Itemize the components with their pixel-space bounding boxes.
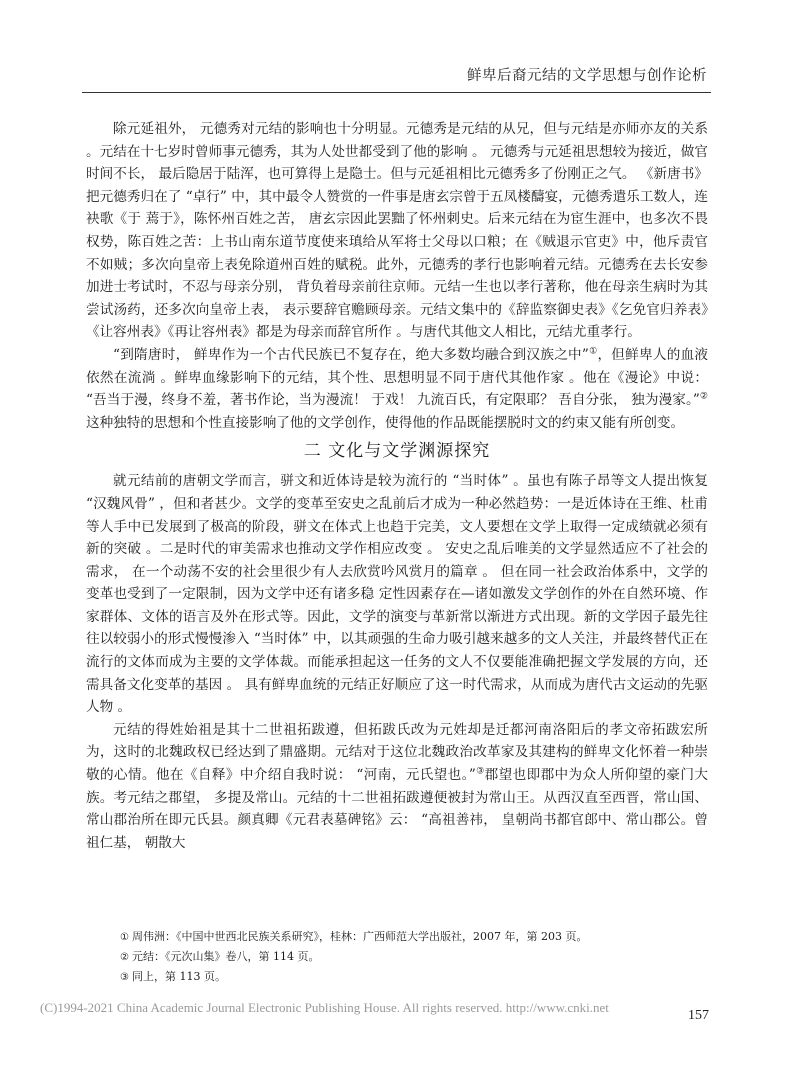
paragraph-yuan-dexiu: 除元延祖外， 元德秀对元结的影响也十分明显。元德秀是元结的从兄，但与元结是亦师亦友的关系 。元结在十七岁时曾师事元德秀，其为人处世都受到了他的影响 。 元德秀与元延祖思想较为接近，做官时间不长， 最后隐居于陆浑，也可算得上是隐士。但与元延祖相比元德秀多了份刚正之气。 《新唐书》 把元德秀归在了 “卓行” 中，其中最令人赞赏的一件事是唐玄宗曾于五凤楼醻宴，元德秀遣乐工数人，连袂歌《于 蔫于》，陈怀州百姓之苦， 唐玄宗因此罢黜了怀州刺史。后来元结在为宦生涯中，也多次不畏权势，陈百姓之苦：上书山南东道节度使来瑱给从军将士父母以口粮；在《贼退示官吏》中，他斥责官不如贼；多次向皇帝上表免除道州百姓的赋税。此外，元德秀的孝行也影响着元结。元德秀在去长安参加进士考试时，不忍与母亲分别， 背负着母亲前往京师。元结一生也以孝行著称，他在母亲生病时为其尝试汤药，还多次向皇帝上表， 表示要辞官赡顾母亲。元结文集中的《辞监察御史表》《乞免官归养表》《让容州表》《再让容州表》都是为母亲而辞官所作 。与唐代其他文人相比，元结尤重孝行。 (86, 121, 708, 341)
footnotes (120, 927, 700, 987)
page-number: 157 (688, 1008, 709, 1023)
footnote-item (120, 967, 700, 987)
footnote-mark: ② (120, 952, 129, 963)
paragraph-xianbei-blood (86, 344, 708, 434)
footnote-text: 周伟洲：《中国中世西北民族关系研究》，桂林：广西师范大学出版社，2007 年，第 203 页。 (131, 930, 588, 943)
footnote-text: 元结：《元次山集》卷八，第 114 页。 (131, 950, 320, 963)
footnote-item (120, 927, 700, 947)
paragraph-text: ，但鲜卑人的血液依然在流淌 。鲜卑血缘影响下的元结，其个性、思想明显不同于唐代其他作家 。他在《漫论》中说： “吾当于漫，终身不羞，著书作论，当为漫流！ 于戏！ 九流百氏，有定限耶？ 吾自分张， 独为漫家。” (86, 346, 709, 409)
footnote-text: 同上，第 113 页。 (131, 970, 226, 983)
footnote-ref-2[interactable]: ② (699, 391, 708, 402)
paragraph-literary-change: 就元结前的唐朝文学而言，骈文和近体诗是较为流行的 “当时体” 。虽也有陈子昂等文人提出恢复 “汉魏风骨” ，但和者甚少。文学的变革至安史之乱前后才成为一种必然趋势：一是近体诗在王维、杜甫等人手中已发展到了极高的阶段，骈文在体式上也趋于完美，文人要想在文学上取得一定成绩就必须有新的突破 。二是时代的审美需求也推动文学作相应改变 。 安史之乱后唯美的文学显然适应不了社会的需求， 在一个动荡不安的社会里很少有人去欣赏吟风赏月的篇章 。 但在同一社会政治体系中，文学的变革也受到了一定限制，因为文学中还有诸多稳 定性因素存在—诸如激发文学创作的外在自然环境、作家群体、文体的语言及外在形式等。因此，文学的演变与革新常以渐进方式出现。新的文学因子最先往往以较弱小的形式慢慢渗入 “当时体” 中，以其顽强的生命力吸引越来越多的文人关注，并最终替代正在流行的文体而成为主要的文学体裁。而能承担起这一任务的文人不仅要能准确把握文学发展的方向，还需具备文化变革的基因 。 具有鲜卑血统的元结正好顺应了这一时代需求，从而成为唐代古文运动的先驱人物 。 (86, 473, 708, 716)
paragraph-text: 元结的得姓始祖是其十二世祖拓跋遵，但拓跋氏改为元姓却是迁都河南洛阳后的孝文帝拓跋宏所为，这时的北魏政权已经达到了鼎盛期。元结对于这位北魏政治改革家及其建构的鲜卑文化怀着一种崇敬的心情。他在《自释》中介绍自我时说： “河南，元氏望也。” (86, 721, 708, 784)
section-heading: 二 文化与文学渊源探究 (303, 441, 491, 462)
paragraph-surname-origin (86, 719, 708, 855)
paragraph-text: 郡望也即郡中为众人所仰望的豪门大族。考元结之郡望， 多提及常山。元结的十二世祖拓跋遵便被封为常山王。从西汉直至西晋，常山国、常山郡治所在即元氏县。颜真卿《元君表墓碑铭》云： “高祖善祎， 皇朝尚书都官郎中、常山郡公。曾祖仁基， 朝散大 (86, 767, 708, 851)
header-rule (82, 92, 711, 93)
footnote-ref-3[interactable]: ③ (475, 766, 485, 777)
footnote-mark: ③ (120, 972, 129, 983)
paragraph-text: 这种独特的思想和个性直接影响了他的文学创作，使得他的作品既能摆脱时文的约束又能有所创变。 (86, 414, 685, 431)
footnote-item (120, 947, 700, 967)
article-body (86, 118, 708, 854)
footnote-ref-1[interactable]: ① (588, 346, 598, 357)
copyright-watermark: (C)1994-2021 China Academic Journal Electronic Publishing House. All rights reserved. http://www.cnki.net (40, 1000, 609, 1015)
paragraph-text: “到隋唐时， 鲜卑作为一个古代民族已不复存在，绝大多数均融合到汉族之中” (113, 346, 589, 363)
footnote-mark: ① (120, 932, 129, 943)
running-title: 鲜卑后裔元结的文学思想与创作论析 (467, 68, 707, 84)
